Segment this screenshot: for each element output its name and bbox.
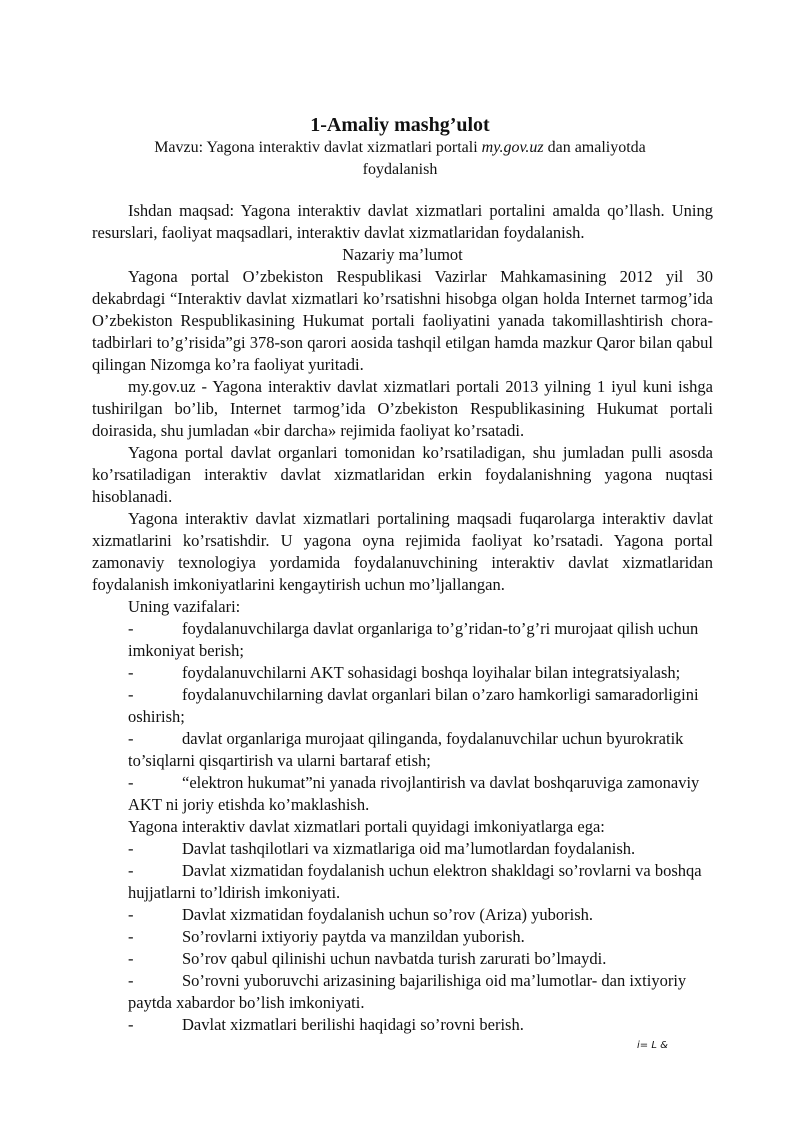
dash-marker: - bbox=[128, 905, 134, 924]
feature-text: Davlat tashqilotlari va xizmatlariga oid ma’lumotlardan foydalanish. bbox=[182, 839, 636, 858]
feature-item bbox=[92, 970, 713, 1014]
task-item bbox=[92, 662, 713, 684]
dash-marker: - bbox=[128, 773, 134, 792]
task-text: foydalanuvchilarga davlat organlariga to’g’ridan-to’g’ri murojaat qilish uchun imkoniyat berish; bbox=[128, 619, 699, 660]
dash-marker: - bbox=[128, 971, 134, 990]
body-paragraph: Yagona interaktiv davlat xizmatlari portalining maqsadi fuqarolarga interaktiv davlat xizmatlarini ko’rsatishdir. U yagona oyna rejimida faoliyat ko’rsatadi. Yagona portal zamonaviy texnologiya yordamida foydalanuvchining interaktiv davlat xizmatlaridan foydalanish imkoniyatlarini kengaytirish uchun mo’ljallangan. bbox=[92, 509, 713, 594]
page-title: 1-Amaliy mashg’ulot bbox=[310, 114, 490, 136]
topic-suffix: dan amaliyotda foydalanish bbox=[362, 139, 646, 178]
dash-marker: - bbox=[128, 1015, 134, 1034]
task-item bbox=[92, 728, 713, 772]
dash-marker: - bbox=[128, 927, 134, 946]
tasks-heading: Uning vazifalari: bbox=[128, 597, 241, 616]
body-paragraph: Yagona portal davlat organlari tomonidan ko’rsatiladigan, shu jumladan pulli asosda ko’rsatiladigan interaktiv davlat xizmatlaridan erkin foydalanishning yagona nuqtasi hisoblanadi. bbox=[92, 443, 713, 506]
feature-item bbox=[92, 1014, 713, 1036]
topic-line bbox=[120, 137, 680, 181]
feature-item bbox=[92, 948, 713, 970]
feature-text: Davlat xizmatidan foydalanish uchun so’rov (Ariza) yuborish. bbox=[182, 905, 594, 924]
feature-text: So’rovlarni ixtiyoriy paytda va manzildan yuborish. bbox=[182, 927, 525, 946]
task-text: foydalanuvchilarning davlat organlari bilan o’zaro hamkorligi samaradorligini oshirish; bbox=[128, 685, 699, 726]
feature-item bbox=[92, 860, 713, 904]
topic-prefix: Mavzu: Yagona interaktiv davlat xizmatlari portali bbox=[154, 139, 482, 156]
document-body bbox=[92, 200, 713, 1036]
feature-item bbox=[92, 838, 713, 860]
task-item bbox=[92, 772, 713, 816]
footer-mark: i= L & bbox=[637, 1040, 668, 1051]
feature-text: So’rovni yuboruvchi arizasining bajarilishiga oid ma’lumotlar- dan ixtiyoriy paytda xabardor bo’lish imkoniyati. bbox=[128, 971, 687, 1012]
feature-text: So’rov qabul qilinishi uchun navbatda turish zarurati bo’lmaydi. bbox=[182, 949, 607, 968]
task-item bbox=[92, 684, 713, 728]
dash-marker: - bbox=[128, 663, 134, 682]
theory-heading: Nazariy ma’lumot bbox=[342, 245, 463, 264]
dash-marker: - bbox=[128, 839, 134, 858]
features-heading: Yagona interaktiv davlat xizmatlari portali quyidagi imkoniyatlarga ega: bbox=[128, 817, 605, 836]
task-text: foydalanuvchilarni AKT sohasidagi boshqa loyihalar bilan integratsiyalash; bbox=[182, 663, 681, 682]
task-text: “elektron hukumat”ni yanada rivojlantirish va davlat boshqaruviga zamonaviy AKT ni joriy etishda ko’maklashish. bbox=[128, 773, 700, 814]
body-paragraph: my.gov.uz - Yagona interaktiv davlat xizmatlari portali 2013 yilning 1 iyul kuni ishga tushirilgan bo’lib, Internet tarmog’ida O’zbekiston Respublikasining Hukumat portali doirasida, shu jumladan «bir darcha» rejimida faoliyat ko’rsatadi. bbox=[92, 377, 713, 440]
topic-site: my.gov.uz bbox=[481, 139, 544, 156]
dash-marker: - bbox=[128, 619, 134, 638]
feature-item bbox=[92, 904, 713, 926]
dash-marker: - bbox=[128, 861, 134, 880]
task-item bbox=[92, 618, 713, 662]
dash-marker: - bbox=[128, 729, 134, 748]
aim-paragraph: Ishdan maqsad: Yagona interaktiv davlat xizmatlari portalini amalda qo’llash. Uning resurslari, faoliyat maqsadlari, interaktiv davlat xizmatlaridan foydalanish. bbox=[92, 201, 713, 242]
body-paragraph: Yagona portal O’zbekiston Respublikasi Vazirlar Mahkamasining 2012 yil 30 dekabrdagi “Interaktiv davlat xizmatlari ko’rsatishni hisobga olgan holda Internet tarmog’ida O’zbekiston Respublikasining Hukumat portali faoliyatini yanada takomillashtirish chora-tadbirlari to’g’risida”gi 378-son qarori aosida tashqil etilgan hamda mazkur Qaror bilan qabul qilingan Nizomga ko’ra faoliyat yuritadi. bbox=[92, 267, 713, 374]
feature-text: Davlat xizmatlari berilishi haqidagi so’rovni berish. bbox=[182, 1015, 524, 1034]
feature-item bbox=[92, 926, 713, 948]
feature-text: Davlat xizmatidan foydalanish uchun elektron shakldagi so’rovlarni va boshqa hujjatlarni to’ldirish imkoniyati. bbox=[128, 861, 702, 902]
dash-marker: - bbox=[128, 949, 134, 968]
task-text: davlat organlariga murojaat qilinganda, foydalanuvchilar uchun byurokratik to’siqlarni qisqartirish va ularni bartaraf etish; bbox=[128, 729, 684, 770]
dash-marker: - bbox=[128, 685, 134, 704]
